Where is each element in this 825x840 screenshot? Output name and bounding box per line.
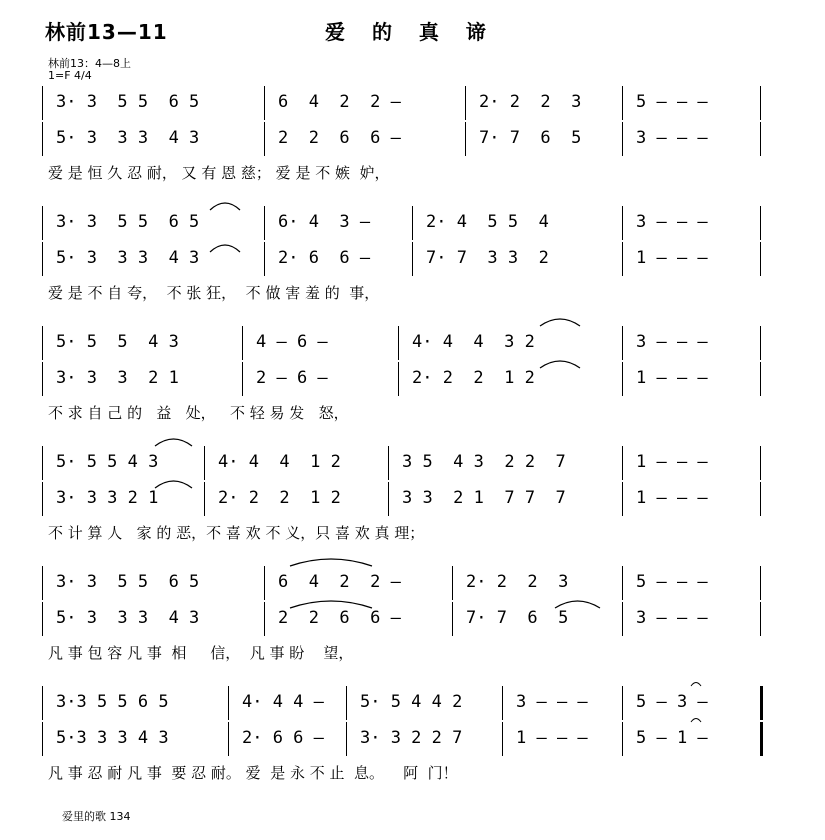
lower-measure-notes: 3· 3 2 2 7 [360, 728, 463, 748]
slur-mark [555, 601, 600, 608]
lower-measure-notes: 3· 3 3 2 1 [56, 368, 179, 388]
upper-measure-notes: 3 – – – [636, 212, 708, 232]
lower-measure-notes: 5· 3 3 3 4 3 [56, 608, 200, 628]
upper-measure-notes: 3· 3 5 5 6 5 [56, 212, 200, 232]
upper-measure-notes: 3 – – – [516, 692, 588, 712]
lower-measure-notes: 2· 2 2 1 2 [218, 488, 341, 508]
lower-measure-notes: 5 – 1 – [636, 728, 708, 748]
lower-measure-notes: 3 – – – [636, 608, 708, 628]
upper-measure-notes: 4· 4 4 1 2 [218, 452, 341, 472]
upper-measure-notes: 3 5 4 3 2 2 7 [402, 452, 566, 472]
upper-measure-notes: 2· 2 2 3 [479, 92, 582, 112]
slur-mark [155, 481, 192, 488]
upper-measure-notes: 4 – 6 – [256, 332, 328, 352]
lower-measure-notes: 3 – – – [636, 128, 708, 148]
upper-measure-notes: 2· 2 2 3 [466, 572, 569, 592]
upper-measure-notes: 5· 5 5 4 3 [56, 332, 179, 352]
upper-measure-notes: 5· 5 4 4 2 [360, 692, 463, 712]
lower-measure-notes: 3 3 2 1 7 7 7 [402, 488, 566, 508]
lower-measure-notes: 1 – – – [516, 728, 588, 748]
slur-mark [540, 361, 580, 368]
fermata-mark [691, 683, 701, 687]
lyric-line: 不 求 自 己 的 益 处， 不 轻 易 发 怒， [48, 404, 349, 422]
upper-measure-notes: 5· 5 5 4 3 [56, 452, 159, 472]
fermata-mark [691, 719, 701, 723]
key-meter: 1=F 4/4 [48, 69, 92, 82]
lower-measure-notes: 7· 7 6 5 [466, 608, 569, 628]
page-footer: 爱里的歌 134 [62, 810, 131, 823]
lower-measure-notes: 2· 2 2 1 2 [412, 368, 535, 388]
upper-measure-notes: 1 – – – [636, 452, 708, 472]
upper-measure-notes: 3 – – – [636, 332, 708, 352]
slur-mark [210, 245, 240, 252]
lower-measure-notes: 1 – – – [636, 248, 708, 268]
lower-measure-notes: 1 – – – [636, 368, 708, 388]
slur-mark [290, 559, 372, 566]
upper-measure-notes: 5 – – – [636, 92, 708, 112]
lower-measure-notes: 3· 3 3 2 1 [56, 488, 159, 508]
upper-measure-notes: 6 4 2 2 – [278, 572, 401, 592]
song-title: 爱 的 真 谛 [325, 20, 496, 44]
upper-measure-notes: 3· 3 5 5 6 5 [56, 92, 200, 112]
upper-measure-notes: 2· 4 5 5 4 [426, 212, 549, 232]
lower-measure-notes: 5· 3 3 3 4 3 [56, 248, 200, 268]
upper-measure-notes: 3· 3 5 5 6 5 [56, 572, 200, 592]
lyric-line: 凡 事 包 容 凡 事 相 信， 凡 事 盼 望， [48, 644, 354, 662]
upper-measure-notes: 4· 4 4 – [242, 692, 324, 712]
lower-measure-notes: 2 – 6 – [256, 368, 328, 388]
lower-measure-notes: 2 2 6 6 – [278, 608, 401, 628]
upper-measure-notes: 4· 4 4 3 2 [412, 332, 535, 352]
lyric-line: 爱 是 恒 久 忍 耐， 又 有 恩 慈； 爱 是 不 嫉 妒， [48, 164, 390, 182]
lower-measure-notes: 7· 7 3 3 2 [426, 248, 549, 268]
upper-measure-notes: 3·3 5 5 6 5 [56, 692, 169, 712]
lower-measure-notes: 5·3 3 3 4 3 [56, 728, 169, 748]
song-number: 林前13—11 [45, 20, 168, 44]
slur-mark [155, 439, 192, 446]
slur-mark [210, 203, 240, 210]
lower-measure-notes: 2· 6 6 – [242, 728, 324, 748]
upper-measure-notes: 5 – – – [636, 572, 708, 592]
reference-text: 林前13：4—8上 [48, 57, 131, 70]
lower-measure-notes: 2· 6 6 – [278, 248, 371, 268]
lower-measure-notes: 2 2 6 6 – [278, 128, 401, 148]
lower-measure-notes: 7· 7 6 5 [479, 128, 582, 148]
upper-measure-notes: 6· 4 3 – [278, 212, 371, 232]
lyric-line: 爱 是 不 自 夸， 不 张 狂， 不 做 害 羞 的 事， [48, 284, 380, 302]
slur-mark [540, 319, 580, 326]
lyric-line: 凡 事 忍 耐 凡 事 要 忍 耐。 爱 是 永 不 止 息。 阿 门！ [48, 764, 458, 782]
upper-measure-notes: 6 4 2 2 – [278, 92, 401, 112]
lower-measure-notes: 1 – – – [636, 488, 708, 508]
lyric-line: 不 计 算 人 家 的 恶，不 喜 欢 不 义，只 喜 欢 真 理； [48, 524, 425, 542]
lower-measure-notes: 5· 3 3 3 4 3 [56, 128, 200, 148]
slur-mark [290, 601, 372, 608]
upper-measure-notes: 5 – 3 – [636, 692, 708, 712]
